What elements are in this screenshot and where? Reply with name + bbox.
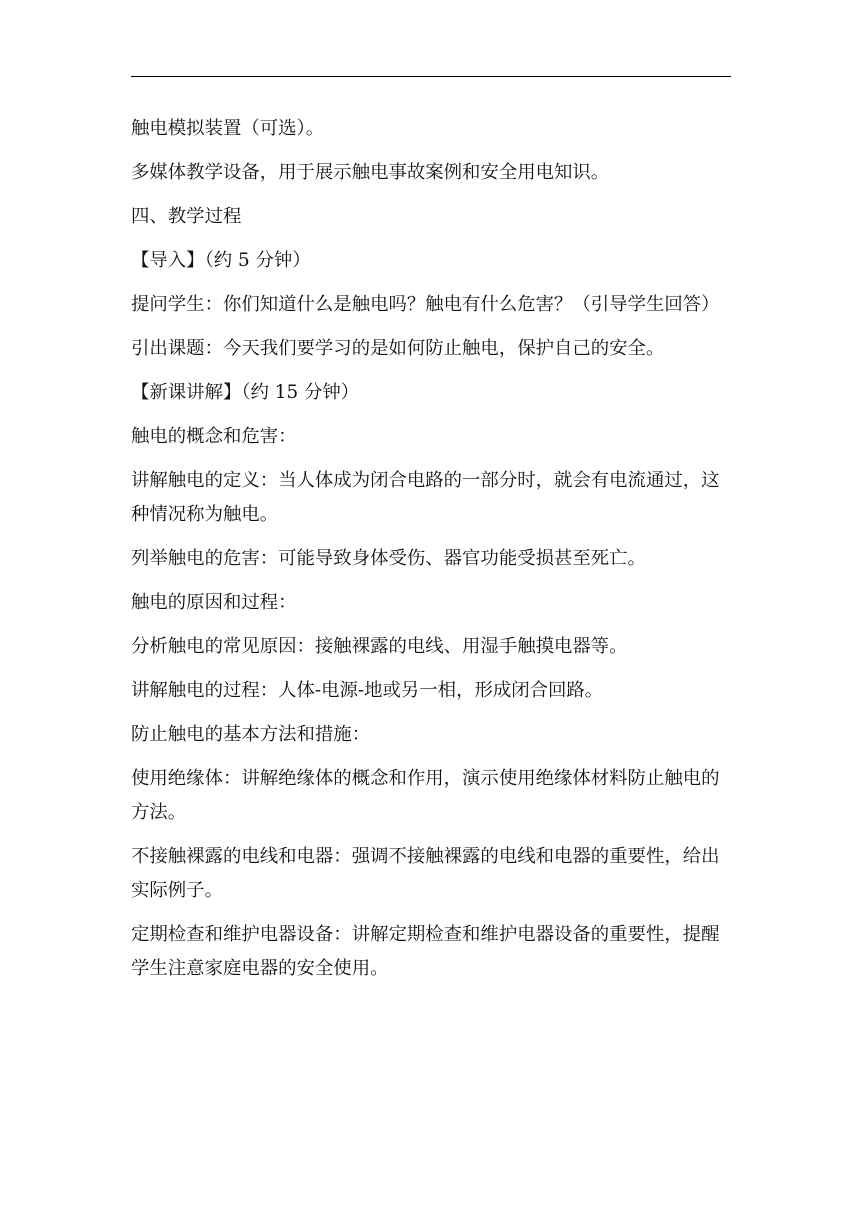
paragraph-10: 列举触电的危害：可能导致身体受伤、器官功能受损甚至死亡。 [131, 548, 646, 569]
paragraph-5: 提问学生：你们知道什么是触电吗？触电有什么危害？（引导学生回答） [131, 294, 720, 315]
paragraph-15: 使用绝缘体：讲解绝缘体的概念和作用，演示使用绝缘体材料防止触电的方法。 [131, 768, 720, 823]
topic-heading-cause-process: 触电的原因和过程： [131, 592, 297, 613]
paragraph-6: 引出课题：今天我们要学习的是如何防止触电，保护自己的安全。 [131, 338, 665, 359]
topic-heading-prevention: 防止触电的基本方法和措施： [131, 724, 371, 745]
section-heading-teaching-process: 四、教学过程 [131, 206, 242, 227]
subheading-introduction: 【导入】（约 5 分钟） [131, 250, 311, 271]
subheading-new-lesson: 【新课讲解】（约 15 分钟） [131, 382, 360, 403]
header-rule [131, 76, 731, 77]
paragraph-17: 定期检查和维护电器设备：讲解定期检查和维护电器设备的重要性，提醒学生注意家庭电器的安全使用。 [131, 924, 720, 979]
paragraph-9: 讲解触电的定义：当人体成为闭合电路的一部分时，就会有电流通过，这种情况称为触电。 [131, 470, 720, 525]
paragraph-12: 分析触电的常见原因：接触裸露的电线、用湿手触摸电器等。 [131, 636, 628, 657]
paragraph-16: 不接触裸露的电线和电器：强调不接触裸露的电线和电器的重要性，给出实际例子。 [131, 846, 720, 901]
document-body [131, 112, 731, 986]
paragraph-2: 多媒体教学设备，用于展示触电事故案例和安全用电知识。 [131, 162, 610, 183]
paragraph-1: 触电模拟装置（可选）。 [131, 118, 325, 139]
topic-heading-definition-harm: 触电的概念和危害： [131, 426, 297, 447]
paragraph-13: 讲解触电的过程：人体-电源-地或另一相，形成闭合回路。 [131, 680, 604, 701]
